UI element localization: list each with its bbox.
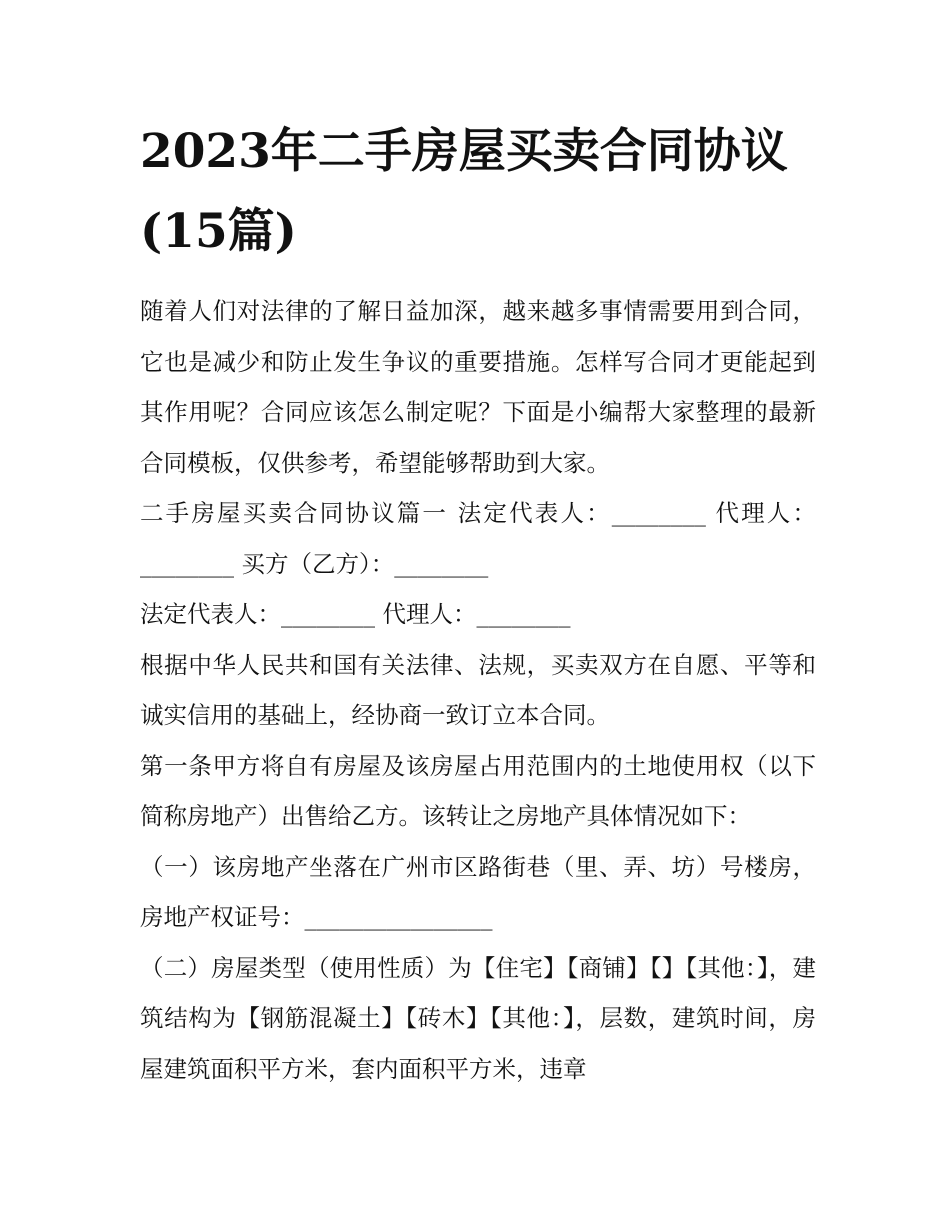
- intro-paragraph: 随着人们对法律的了解日益加深，越来越多事情需要用到合同，它也是减少和防止发生争议的重要措施。怎样写合同才更能起到其作用呢？合同应该怎么制定呢？下面是小编帮大家整理的最新合同模板，仅供参考，希望能够帮助到大家。: [140, 297, 816, 477]
- article-one-paragraph: 第一条甲方将自有房屋及该房屋占用范围内的土地使用权（以下简称房地产）出售给乙方。该转让之房地产具体情况如下：: [140, 751, 816, 830]
- representative-paragraph: 法定代表人：________ 代理人：________: [140, 600, 571, 628]
- clause-two-paragraph: （二）房屋类型（使用性质）为【住宅】【商铺】【】【其他：】，建筑结构为【钢筋混凝土】【砖木】【其他：】，层数，建筑时间，房屋建筑面积平方米，套内面积平方米，违章: [140, 953, 816, 1083]
- basis-paragraph: 根据中华人民共和国有关法律、法规，买卖双方在自愿、平等和诚实信用的基础上，经协商一致订立本合同。: [140, 650, 816, 729]
- clause-one-paragraph: （一）该房地产坐落在广州市区路街巷（里、弄、坊）号楼房，房地产权证号：________________: [140, 852, 816, 931]
- document-page: [140, 112, 816, 1094]
- party-a-paragraph: 二手房屋买卖合同协议篇一 法定代表人：________ 代理人：________ 买方（乙方）：________: [140, 499, 816, 578]
- document-title: 2023年二手房屋买卖合同协议(15篇): [140, 124, 788, 259]
- document-body: [140, 286, 816, 1094]
